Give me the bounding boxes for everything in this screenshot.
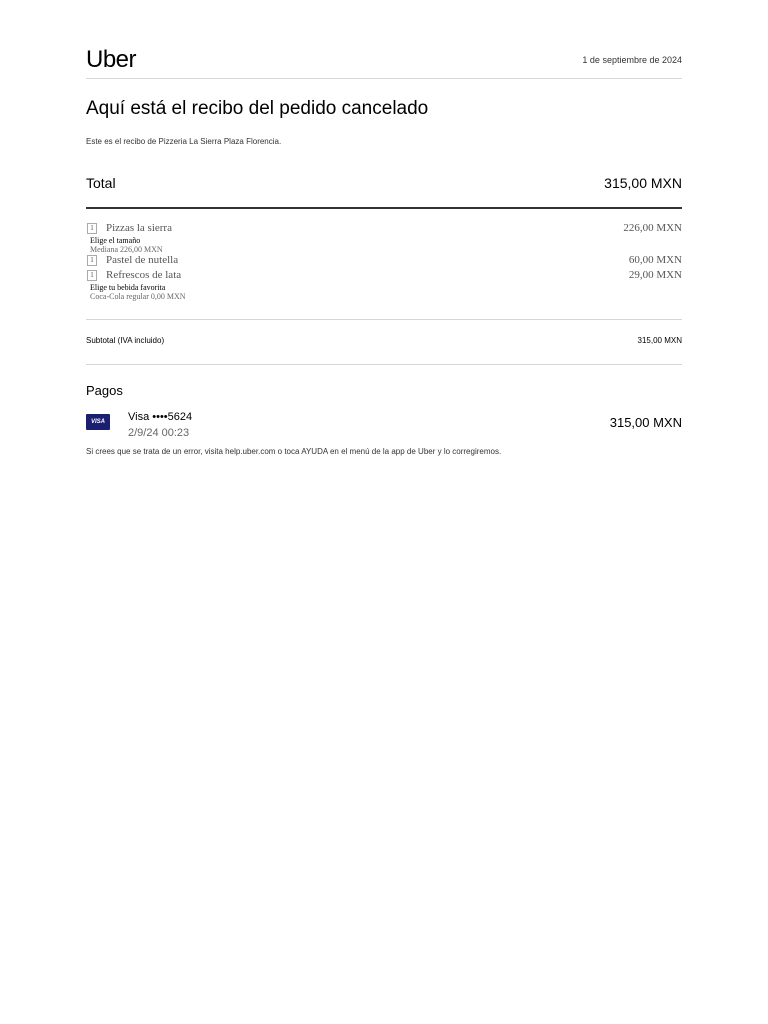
- payments-heading: Pagos: [86, 383, 123, 398]
- item-name: Pastel de nutella: [106, 254, 179, 266]
- total-row: [86, 175, 682, 193]
- subtotal-label: Subtotal (IVA incluido): [86, 336, 165, 345]
- items-list: [86, 222, 682, 301]
- item-price: 60,00 MXN: [628, 254, 682, 266]
- divider: [86, 364, 682, 365]
- payment-row: [86, 410, 682, 442]
- visa-card-icon: VISA: [86, 414, 110, 430]
- divider: [86, 78, 682, 79]
- total-value: 315,00 MXN: [604, 175, 682, 191]
- item-option-value: Coca-Cola regular 0,00 MXN: [90, 292, 186, 301]
- item-price: 29,00 MXN: [628, 269, 682, 281]
- subtotal-value: 315,00 MXN: [637, 336, 682, 345]
- list-item: [86, 222, 682, 254]
- intro-text: Este es el recibo de Pizzeria La Sierra Plaza Florencia.: [86, 137, 282, 146]
- item-name: Pizzas la sierra: [106, 222, 172, 234]
- item-option-title: Elige tu bebida favorita: [90, 283, 166, 292]
- page-title: Aquí está el recibo del pedido cancelado: [86, 98, 429, 119]
- item-option-value: Mediana 226,00 MXN: [90, 245, 163, 254]
- payment-method: Visa ••••5624: [128, 411, 193, 423]
- item-name: Refrescos de lata: [106, 269, 182, 281]
- item-price: 226,00 MXN: [623, 222, 682, 234]
- payment-datetime: 2/9/24 00:23: [128, 427, 190, 439]
- help-note: Si crees que se trata de un error, visita help.uber.com o toca AYUDA en el menú de la app de Uber y lo corregiremos.: [86, 447, 502, 456]
- item-quantity: 1: [87, 223, 97, 234]
- header: [86, 48, 682, 72]
- receipt-date: 1 de septiembre de 2024: [582, 55, 682, 65]
- uber-logo: Uber: [86, 46, 137, 73]
- list-item: [86, 269, 682, 301]
- divider: [86, 319, 682, 320]
- payment-amount: 315,00 MXN: [609, 415, 682, 430]
- total-label: Total: [86, 175, 116, 191]
- item-quantity: 1: [87, 255, 97, 266]
- divider: [86, 207, 682, 209]
- item-quantity: 1: [87, 270, 97, 281]
- list-item: [86, 254, 682, 269]
- item-option-title: Elige el tamaño: [90, 236, 141, 245]
